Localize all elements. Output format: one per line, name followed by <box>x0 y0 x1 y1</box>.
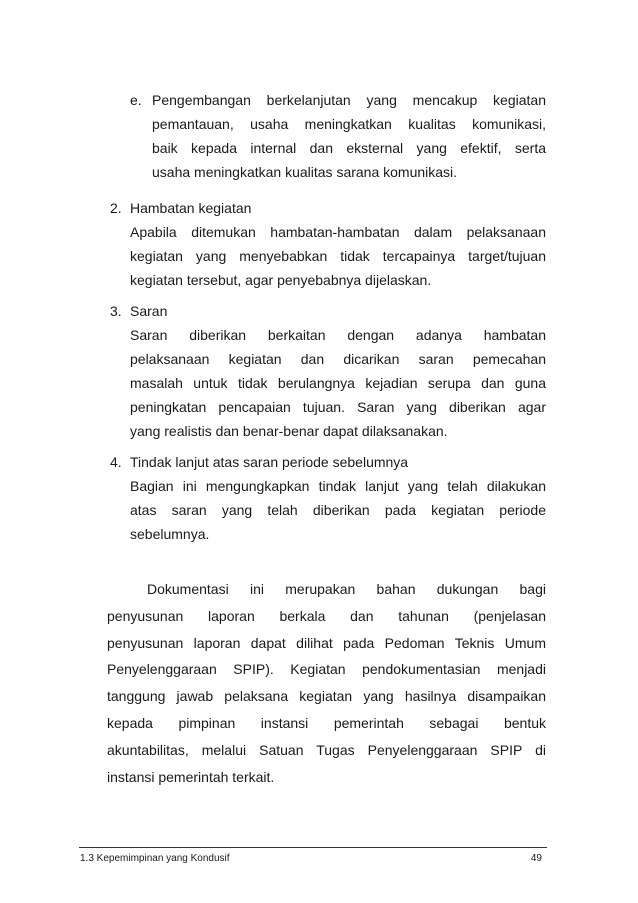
list-item-tindak-lanjut <box>130 450 546 546</box>
text-line: pemantauan, usaha meningkatkan kualitas komunikasi, <box>152 116 546 132</box>
list-marker-2: 2. <box>110 200 122 216</box>
footer-section-title: 1.3 Kepemimpinan yang Kondusif <box>80 853 230 864</box>
list-marker-e: e. <box>130 92 142 108</box>
text-line: penyusunan laporan berkala dan tahunan (penjelasan <box>107 607 546 624</box>
list-marker-3: 3. <box>110 303 122 319</box>
text-line: Penyelenggaraan SPIP). Kegiatan pendokumentasian menjadi <box>107 661 546 678</box>
item-body <box>130 323 546 443</box>
text-line: penyusunan laporan dapat dilihat pada Pedoman Teknis Umum <box>107 634 546 651</box>
item-heading: Tindak lanjut atas saran periode sebelumnya <box>130 454 409 470</box>
text-line: akuntabilitas, melalui Satuan Tugas Penyelenggaraan SPIP di <box>107 741 546 758</box>
item-heading: Saran <box>130 303 168 319</box>
text-line: kepada pimpinan instansi pemerintah sebagai bentuk <box>107 714 546 731</box>
footer-divider <box>79 847 547 848</box>
list-item-e-text <box>152 88 546 184</box>
text-line: Bagian ini mengungkapkan tindak lanjut yang telah dilakukan <box>130 478 546 494</box>
text-line: Dokumentasi ini merupakan bahan dukungan bagi <box>147 581 546 597</box>
text-line: kegiatan tersebut, agar penyebabnya dijelaskan. <box>130 272 432 288</box>
text-line: sebelumnya. <box>130 526 210 542</box>
text-line: yang realistis dan benar-benar dapat dilaksanakan. <box>130 423 448 439</box>
list-item-saran <box>130 299 546 443</box>
item-body <box>130 474 546 546</box>
list-marker-4: 4. <box>110 454 122 470</box>
text-line: peningkatan pencapaian tujuan. Saran yang diberikan agar <box>130 399 546 415</box>
body-paragraph <box>107 576 546 790</box>
list-item-hambatan <box>130 196 546 292</box>
item-body <box>130 220 546 292</box>
text-line: instansi pemerintah terkait. <box>107 768 275 785</box>
item-heading: Hambatan kegiatan <box>130 200 252 216</box>
text-line: baik kepada internal dan eksternal yang efektif, serta <box>152 140 546 156</box>
text-line: Apabila ditemukan hambatan-hambatan dalam pelaksanaan <box>130 224 546 240</box>
text-line: usaha meningkatkan kualitas sarana komunikasi. <box>152 164 458 180</box>
text-line: Saran diberikan berkaitan dengan adanya hambatan <box>130 327 546 343</box>
text-line: pelaksanaan kegiatan dan dicarikan saran pemecahan <box>130 351 546 367</box>
text-line: masalah untuk tidak berulangnya kejadian serupa dan guna <box>130 375 546 391</box>
page-number: 49 <box>530 853 542 864</box>
text-line: kegiatan yang menyebabkan tidak tercapainya target/tujuan <box>130 248 546 264</box>
text-line: Pengembangan berkelanjutan yang mencakup kegiatan <box>152 92 546 108</box>
text-line: atas saran yang telah diberikan pada kegiatan periode <box>130 502 546 518</box>
text-line: tanggung jawab pelaksana kegiatan yang hasilnya disampaikan <box>107 688 546 705</box>
